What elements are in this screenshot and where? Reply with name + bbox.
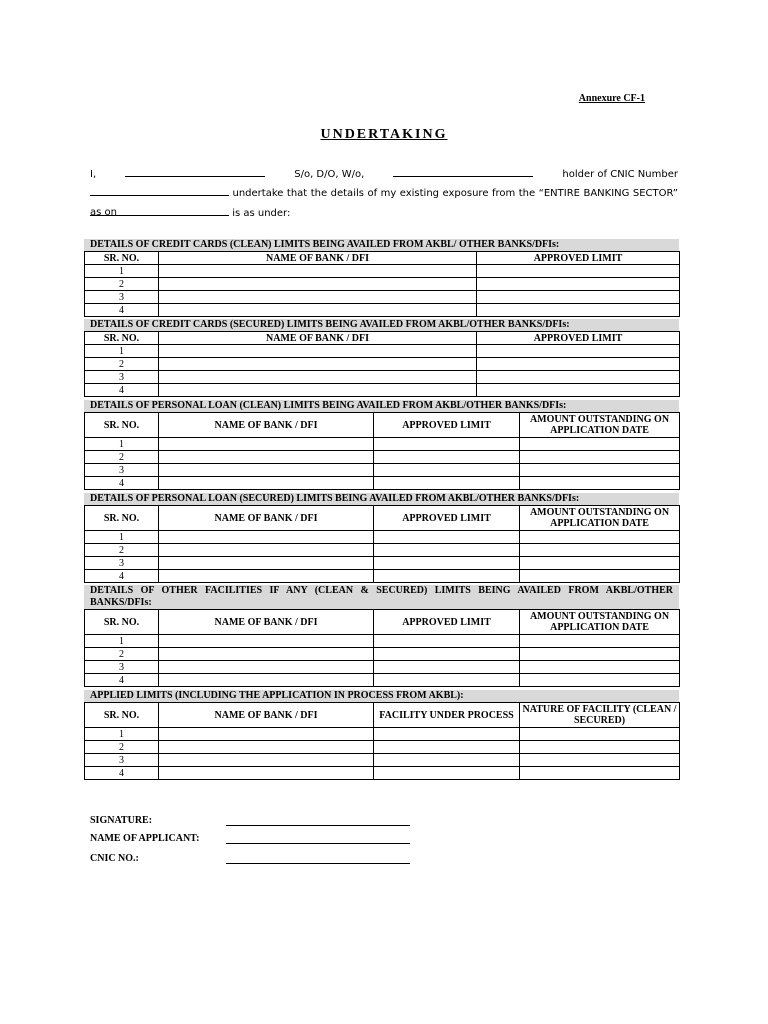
limit-cell[interactable] bbox=[374, 477, 520, 490]
outstanding-cell[interactable] bbox=[520, 557, 680, 570]
nature-cell[interactable] bbox=[520, 754, 680, 767]
limit-cell[interactable] bbox=[477, 304, 680, 317]
section-other-facilities bbox=[84, 585, 679, 687]
column-header: NAME OF BANK / DFI bbox=[159, 610, 374, 635]
sr-no-cell: 4 bbox=[85, 304, 159, 317]
facility-cell[interactable] bbox=[374, 754, 520, 767]
cnic-blank[interactable] bbox=[90, 185, 229, 196]
bank-cell[interactable] bbox=[159, 754, 374, 767]
sr-no-cell: 2 bbox=[85, 451, 159, 464]
limit-cell[interactable] bbox=[374, 648, 520, 661]
bank-cell[interactable] bbox=[159, 358, 477, 371]
declaration-i: I, bbox=[90, 169, 97, 180]
sr-no-cell: 3 bbox=[85, 754, 159, 767]
as-under-text: is as under: bbox=[232, 208, 291, 219]
sr-no-cell: 1 bbox=[85, 265, 159, 278]
table-row bbox=[85, 728, 680, 741]
sr-no-cell: 3 bbox=[85, 661, 159, 674]
bank-cell[interactable] bbox=[159, 278, 477, 291]
section-heading: DETAILS OF PERSONAL LOAN (SECURED) LIMITS BEING AVAILED FROM AKBL/OTHER BANKS/DFIs: bbox=[84, 493, 679, 505]
outstanding-cell[interactable] bbox=[520, 544, 680, 557]
exposure-table bbox=[84, 251, 680, 317]
section-heading: DETAILS OF CREDIT CARDS (CLEAN) LIMITS BEING AVAILED FROM AKBL/ OTHER BANKS/DFIs: bbox=[84, 239, 679, 251]
facility-cell[interactable] bbox=[374, 741, 520, 754]
column-header: NAME OF BANK / DFI bbox=[159, 506, 374, 531]
column-header: AMOUNT OUTSTANDING ON APPLICATION DATE bbox=[520, 413, 680, 438]
sr-no-cell: 4 bbox=[85, 674, 159, 687]
table-row bbox=[85, 557, 680, 570]
column-header: SR. NO. bbox=[85, 252, 159, 265]
column-header: SR. NO. bbox=[85, 413, 159, 438]
bank-cell[interactable] bbox=[159, 674, 374, 687]
sr-no-cell: 2 bbox=[85, 648, 159, 661]
facility-cell[interactable] bbox=[374, 767, 520, 780]
outstanding-cell[interactable] bbox=[520, 674, 680, 687]
nature-cell[interactable] bbox=[520, 741, 680, 754]
sr-no-cell: 2 bbox=[85, 358, 159, 371]
signature-line[interactable] bbox=[226, 824, 410, 826]
limit-cell[interactable] bbox=[477, 278, 680, 291]
limit-cell[interactable] bbox=[477, 345, 680, 358]
bank-cell[interactable] bbox=[159, 438, 374, 451]
holder-text: holder of CNIC Number bbox=[562, 169, 678, 180]
cnic-row bbox=[90, 853, 410, 864]
table-row bbox=[85, 741, 680, 754]
exposure-table bbox=[84, 702, 680, 780]
table-row bbox=[85, 291, 680, 304]
column-header: NAME OF BANK / DFI bbox=[159, 703, 374, 728]
bank-cell[interactable] bbox=[159, 291, 477, 304]
sr-no-cell: 1 bbox=[85, 531, 159, 544]
sr-no-cell: 1 bbox=[85, 728, 159, 741]
outstanding-cell[interactable] bbox=[520, 661, 680, 674]
limit-cell[interactable] bbox=[374, 661, 520, 674]
table-row bbox=[85, 464, 680, 477]
section-credit-cards-secured bbox=[84, 319, 679, 397]
limit-cell[interactable] bbox=[374, 451, 520, 464]
column-header: APPROVED LIMIT bbox=[374, 610, 520, 635]
sr-no-cell: 2 bbox=[85, 278, 159, 291]
table-row bbox=[85, 754, 680, 767]
outstanding-cell[interactable] bbox=[520, 477, 680, 490]
section-heading: DETAILS OF CREDIT CARDS (SECURED) LIMITS BEING AVAILED FROM AKBL/OTHER BANKS/DFIs: bbox=[84, 319, 679, 331]
applicant-name-label: NAME OF APPLICANT: bbox=[90, 833, 200, 844]
exposure-table bbox=[84, 609, 680, 687]
bank-cell[interactable] bbox=[159, 464, 374, 477]
column-header: NAME OF BANK / DFI bbox=[159, 413, 374, 438]
table-row bbox=[85, 570, 680, 583]
sr-no-cell: 3 bbox=[85, 464, 159, 477]
bank-cell[interactable] bbox=[159, 371, 477, 384]
bank-cell[interactable] bbox=[159, 477, 374, 490]
outstanding-cell[interactable] bbox=[520, 570, 680, 583]
sr-no-cell: 4 bbox=[85, 570, 159, 583]
relation-text: S/o, D/O, W/o, bbox=[294, 169, 365, 180]
bank-cell[interactable] bbox=[159, 635, 374, 648]
outstanding-cell[interactable] bbox=[520, 531, 680, 544]
section-personal-loan-secured bbox=[84, 493, 679, 583]
limit-cell[interactable] bbox=[374, 674, 520, 687]
sr-no-cell: 1 bbox=[85, 345, 159, 358]
section-heading: DETAILS OF OTHER FACILITIES IF ANY (CLEAN & SECURED) LIMITS BEING AVAILED FROM AKBL/OTHER BANKS/DFIs: bbox=[84, 585, 679, 609]
table-row bbox=[85, 767, 680, 780]
sr-no-cell: 2 bbox=[85, 741, 159, 754]
bank-cell[interactable] bbox=[159, 384, 477, 397]
applicant-name-row bbox=[90, 833, 410, 844]
bank-cell[interactable] bbox=[159, 451, 374, 464]
column-header: APPROVED LIMIT bbox=[477, 332, 680, 345]
limit-cell[interactable] bbox=[477, 265, 680, 278]
exposure-table bbox=[84, 505, 680, 583]
nature-cell[interactable] bbox=[520, 767, 680, 780]
table-row bbox=[85, 384, 680, 397]
declaration-line-1 bbox=[90, 165, 678, 184]
bank-cell[interactable] bbox=[159, 767, 374, 780]
section-applied-limits bbox=[84, 690, 679, 780]
cnic-line[interactable] bbox=[226, 862, 410, 864]
outstanding-cell[interactable] bbox=[520, 438, 680, 451]
outstanding-cell[interactable] bbox=[520, 451, 680, 464]
limit-cell[interactable] bbox=[374, 635, 520, 648]
column-header: SR. NO. bbox=[85, 610, 159, 635]
bank-cell[interactable] bbox=[159, 661, 374, 674]
sr-no-cell: 4 bbox=[85, 767, 159, 780]
column-header: NAME OF BANK / DFI bbox=[159, 252, 477, 265]
date-blank[interactable] bbox=[90, 205, 229, 216]
table-row bbox=[85, 265, 680, 278]
table-row bbox=[85, 544, 680, 557]
signature-row bbox=[90, 815, 410, 826]
outstanding-cell[interactable] bbox=[520, 635, 680, 648]
exposure-table bbox=[84, 412, 680, 490]
table-row bbox=[85, 371, 680, 384]
table-row bbox=[85, 345, 680, 358]
limit-cell[interactable] bbox=[374, 464, 520, 477]
limit-cell[interactable] bbox=[374, 544, 520, 557]
table-row bbox=[85, 648, 680, 661]
bank-cell[interactable] bbox=[159, 265, 477, 278]
table-row bbox=[85, 451, 680, 464]
limit-cell[interactable] bbox=[477, 291, 680, 304]
column-header: AMOUNT OUTSTANDING ON APPLICATION DATE bbox=[520, 506, 680, 531]
column-header: SR. NO. bbox=[85, 506, 159, 531]
column-header: APPROVED LIMIT bbox=[374, 413, 520, 438]
column-header: APPROVED LIMIT bbox=[374, 506, 520, 531]
sr-no-cell: 3 bbox=[85, 291, 159, 304]
limit-cell[interactable] bbox=[374, 557, 520, 570]
name-blank[interactable] bbox=[125, 166, 265, 177]
outstanding-cell[interactable] bbox=[520, 464, 680, 477]
section-heading: APPLIED LIMITS (INCLUDING THE APPLICATION IN PROCESS FROM AKBL): bbox=[84, 690, 679, 702]
relation-name-blank[interactable] bbox=[393, 166, 533, 177]
table-row bbox=[85, 661, 680, 674]
table-row bbox=[85, 635, 680, 648]
table-row bbox=[85, 477, 680, 490]
section-credit-cards-clean bbox=[84, 239, 679, 317]
column-header: NATURE OF FACILITY (CLEAN / SECURED) bbox=[520, 703, 680, 728]
column-header: SR. NO. bbox=[85, 332, 159, 345]
sr-no-cell: 3 bbox=[85, 557, 159, 570]
bank-cell[interactable] bbox=[159, 741, 374, 754]
limit-cell[interactable] bbox=[477, 371, 680, 384]
table-row bbox=[85, 358, 680, 371]
sr-no-cell: 3 bbox=[85, 371, 159, 384]
exposure-table bbox=[84, 331, 680, 397]
declaration-line-3 bbox=[90, 204, 678, 223]
sr-no-cell: 1 bbox=[85, 635, 159, 648]
bank-cell[interactable] bbox=[159, 345, 477, 358]
page-title: UNDERTAKING bbox=[320, 127, 448, 142]
limit-cell[interactable] bbox=[374, 570, 520, 583]
limit-cell[interactable] bbox=[477, 358, 680, 371]
bank-cell[interactable] bbox=[159, 531, 374, 544]
sr-no-cell: 1 bbox=[85, 438, 159, 451]
table-row bbox=[85, 674, 680, 687]
table-row bbox=[85, 304, 680, 317]
bank-cell[interactable] bbox=[159, 557, 374, 570]
table-row bbox=[85, 438, 680, 451]
nature-cell[interactable] bbox=[520, 728, 680, 741]
facility-cell[interactable] bbox=[374, 728, 520, 741]
limit-cell[interactable] bbox=[374, 438, 520, 451]
bank-cell[interactable] bbox=[159, 544, 374, 557]
table-row bbox=[85, 531, 680, 544]
section-heading: DETAILS OF PERSONAL LOAN (CLEAN) LIMITS BEING AVAILED FROM AKBL/OTHER BANKS/DFIs: bbox=[84, 400, 679, 412]
limit-cell[interactable] bbox=[477, 384, 680, 397]
undertake-text: undertake that the details of my existing exposure from the “ENTIRE BANKING SECTOR” as on bbox=[90, 188, 678, 218]
limit-cell[interactable] bbox=[374, 531, 520, 544]
bank-cell[interactable] bbox=[159, 570, 374, 583]
bank-cell[interactable] bbox=[159, 304, 477, 317]
cnic-label: CNIC NO.: bbox=[90, 853, 139, 864]
column-header: SR. NO. bbox=[85, 703, 159, 728]
column-header: AMOUNT OUTSTANDING ON APPLICATION DATE bbox=[520, 610, 680, 635]
column-header: NAME OF BANK / DFI bbox=[159, 332, 477, 345]
outstanding-cell[interactable] bbox=[520, 648, 680, 661]
applicant-name-line[interactable] bbox=[226, 842, 410, 844]
section-personal-loan-clean bbox=[84, 400, 679, 490]
bank-cell[interactable] bbox=[159, 728, 374, 741]
annexure-label: Annexure CF-1 bbox=[578, 93, 645, 104]
column-header: FACILITY UNDER PROCESS bbox=[374, 703, 520, 728]
signature-label: SIGNATURE: bbox=[90, 815, 153, 826]
column-header: APPROVED LIMIT bbox=[477, 252, 680, 265]
sr-no-cell: 4 bbox=[85, 384, 159, 397]
sr-no-cell: 2 bbox=[85, 544, 159, 557]
bank-cell[interactable] bbox=[159, 648, 374, 661]
table-row bbox=[85, 278, 680, 291]
sr-no-cell: 4 bbox=[85, 477, 159, 490]
